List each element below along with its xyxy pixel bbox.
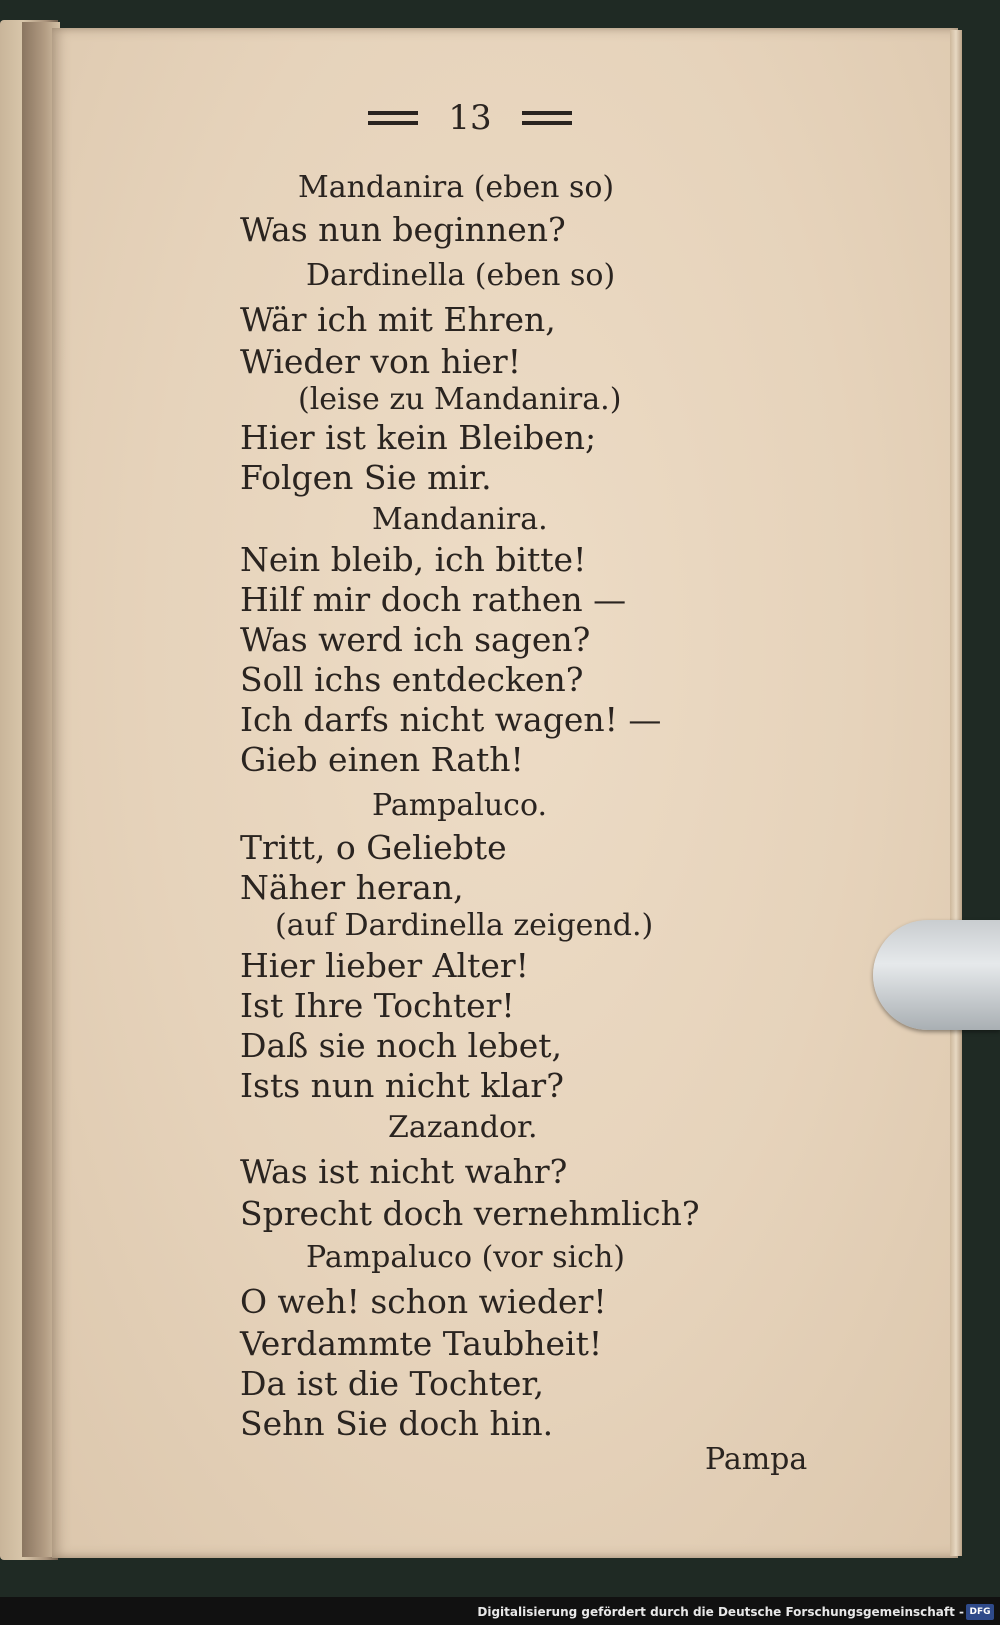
text-line: Ists nun nicht klar? <box>240 1066 564 1105</box>
text-line: Soll ichs entdecken? <box>240 660 584 699</box>
text-line: (leise zu Mandanira.) <box>298 382 622 417</box>
page-edge <box>950 30 962 1556</box>
text-line: (auf Dardinella zeigend.) <box>275 908 654 943</box>
footer-bar <box>0 1597 1000 1625</box>
text-line: Hilf mir doch rathen — <box>240 580 627 619</box>
text-line: Dardinella (eben so) <box>306 258 616 293</box>
page-number: 13 <box>448 98 492 138</box>
text-line: Da ist die Tochter, <box>240 1364 545 1403</box>
text-line: Hier ist kein Bleiben; <box>240 418 597 457</box>
text-line: Ist Ihre Tochter! <box>240 986 515 1025</box>
header-rule-right <box>522 111 572 125</box>
text-line: Ich darfs nicht wagen! — <box>240 700 662 739</box>
text-line: Zazandor. <box>388 1110 538 1145</box>
catchword: Pampa <box>705 1442 808 1477</box>
digitization-credit: Digitalisierung gefördert durch die Deutsche Forschungsgemeinschaft - <box>477 1605 964 1619</box>
text-line: Wieder von hier! <box>240 342 521 381</box>
dfg-logo-icon: DFG <box>966 1604 994 1620</box>
text-line: Was nun beginnen? <box>240 210 566 249</box>
text-line: Was ist nicht wahr? <box>240 1152 568 1191</box>
text-line: Wär ich mit Ehren, <box>240 300 556 339</box>
text-line: Sehn Sie doch hin. <box>240 1404 554 1443</box>
text-line: Gieb einen Rath! <box>240 740 524 779</box>
text-line: Mandanira (eben so) <box>298 170 615 205</box>
text-line: Was werd ich sagen? <box>240 620 591 659</box>
text-line: Hier lieber Alter! <box>240 946 529 985</box>
text-line: Verdammte Taubheit! <box>240 1324 603 1363</box>
text-line: Daß sie noch lebet, <box>240 1026 563 1065</box>
page-clip <box>873 920 1000 1030</box>
text-line: Näher heran, <box>240 868 464 907</box>
text-line: Sprecht doch vernehmlich? <box>240 1194 700 1233</box>
text-line: Tritt, o Geliebte <box>240 828 507 867</box>
text-line: Pampaluco (vor sich) <box>306 1240 625 1275</box>
text-line: Mandanira. <box>372 502 548 537</box>
text-line: Nein bleib, ich bitte! <box>240 540 587 579</box>
text-line: Pampaluco. <box>372 788 548 823</box>
text-line: Folgen Sie mir. <box>240 458 492 497</box>
header-rule-left <box>368 111 418 125</box>
text-line: O weh! schon wieder! <box>240 1282 607 1321</box>
page-header <box>350 98 590 138</box>
